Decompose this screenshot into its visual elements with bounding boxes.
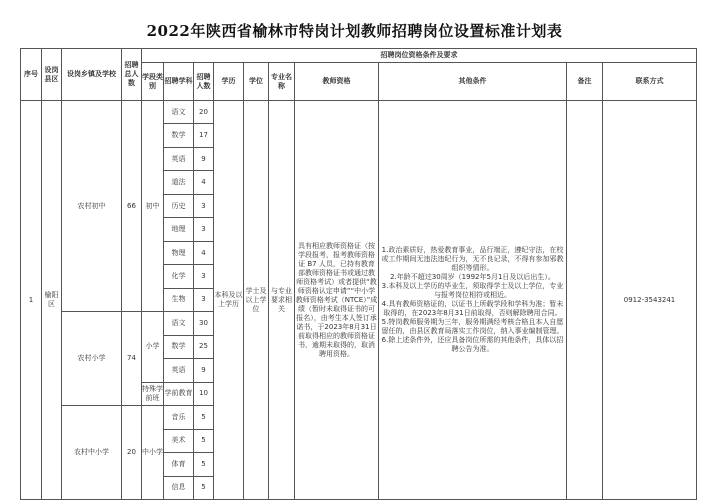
cell-major: 与专业要求相关 <box>269 101 295 500</box>
cell-stage: 初中 <box>142 101 164 312</box>
cell-count: 17 <box>194 124 214 147</box>
header-contact: 联系方式 <box>603 63 697 101</box>
cell-subject: 英语 <box>164 147 194 170</box>
header-group: 招聘岗位资格条件及要求 <box>142 49 697 63</box>
cell-stage: 特殊学前班 <box>142 382 164 405</box>
cell-school-name: 农村小学 <box>62 312 122 406</box>
page-title: 2022年陕西省榆林市特岗计划教师招聘岗位设置标准计划表 <box>146 22 563 40</box>
cell-count: 30 <box>194 312 214 335</box>
cell-seq: 1 <box>21 101 42 500</box>
cell-contact: 0912-3543241 <box>603 101 697 500</box>
cell-count: 5 <box>194 406 214 429</box>
cell-subject: 数学 <box>164 335 194 358</box>
cell-subject: 地理 <box>164 218 194 241</box>
cell-subject: 语文 <box>164 101 194 124</box>
cell-count: 3 <box>194 218 214 241</box>
cell-district: 榆阳区 <box>42 101 62 500</box>
cell-count: 25 <box>194 335 214 358</box>
cell-remark <box>567 101 603 500</box>
table-body <box>21 101 697 500</box>
cell-school-name: 农村中小学 <box>62 406 122 500</box>
recruitment-table <box>20 48 697 500</box>
header-stage: 学段类别 <box>142 63 164 101</box>
cell-count: 9 <box>194 359 214 382</box>
header-qualification: 教师资格 <box>295 63 379 101</box>
header-major: 专业名称 <box>269 63 295 101</box>
other-condition-item: 5.特岗教师服务期为三年，服务期满经考核合格且本人自愿留任的，由县区教育局落实工作岗位，纳入事业编制管理。 <box>381 318 564 335</box>
cell-count: 3 <box>194 288 214 311</box>
cell-subject: 英语 <box>164 359 194 382</box>
cell-count: 4 <box>194 241 214 264</box>
cell-subject: 历史 <box>164 194 194 217</box>
cell-other <box>379 101 567 500</box>
cell-subject: 生物 <box>164 288 194 311</box>
cell-subject: 化学 <box>164 265 194 288</box>
header-total: 招聘总人数 <box>122 49 142 101</box>
cell-school-total: 20 <box>122 406 142 500</box>
cell-subject: 学前教育 <box>164 382 194 405</box>
other-condition-item: 4.具有教师资格证的，以证书上所载学段和学科为准；暂未取得的，在2023年8月31日前取得，否则解除聘用合同。 <box>381 300 564 317</box>
cell-subject: 道法 <box>164 171 194 194</box>
cell-subject: 美术 <box>164 429 194 452</box>
cell-stage: 中小学 <box>142 406 164 500</box>
cell-subject: 音乐 <box>164 406 194 429</box>
header-education: 学历 <box>214 63 244 101</box>
cell-education: 本科及以上学历 <box>214 101 244 500</box>
cell-school-total: 66 <box>122 101 142 312</box>
other-condition-item: 6.除上述条件外，还应具备岗位所需的其他条件，具体以招聘公告为准。 <box>381 336 564 353</box>
cell-stage: 小学 <box>142 312 164 382</box>
header-subject: 招聘学科 <box>164 63 194 101</box>
cell-subject: 数学 <box>164 124 194 147</box>
header-district: 设岗县区 <box>42 49 62 101</box>
cell-count: 3 <box>194 265 214 288</box>
header-seq: 序号 <box>21 49 42 101</box>
cell-school-total: 74 <box>122 312 142 406</box>
other-condition-item: 1.政治素质好，热爱教育事业，品行端正，遵纪守法，在校或工作期间无违法违纪行为，无不良记录，不得有参加邪教组织等情形。 <box>381 246 564 272</box>
header-other: 其他条件 <box>379 63 567 101</box>
cell-subject: 物理 <box>164 241 194 264</box>
cell-count: 10 <box>194 382 214 405</box>
other-condition-item: 3.本科及以上学历的毕业生，须取得学士及以上学位，专业与报考岗位相符或相近。 <box>381 282 564 299</box>
cell-qualification: 具有相应教师资格证（按学段报考，报考教师资格证 B7 人员，已持有教育部教师资格证书或通过教师资格考试）或者提供“教师资格认定申请”“中小学教师资格考试（NTCE）”成绩（暂时未取得证书的可报名），由考生本人签订承诺书，于2023年8月31日前取得相应的教师资格证书，逾期未取得的，取消聘用资格。 <box>295 101 379 500</box>
cell-count: 9 <box>194 147 214 170</box>
other-condition-item: 2.年龄不超过30周岁（1992年5月1日及以后出生）。 <box>390 273 555 281</box>
cell-count: 5 <box>194 453 214 476</box>
table-row <box>21 101 697 124</box>
header-remark: 备注 <box>567 63 603 101</box>
cell-count: 4 <box>194 171 214 194</box>
cell-degree: 学士及以上学位 <box>244 101 269 500</box>
header-township: 设岗乡镇及学校 <box>62 49 122 101</box>
header-count: 招聘人数 <box>194 63 214 101</box>
cell-count: 5 <box>194 476 214 500</box>
cell-subject: 体育 <box>164 453 194 476</box>
cell-subject: 语文 <box>164 312 194 335</box>
cell-school-name: 农村初中 <box>62 101 122 312</box>
cell-subject: 信息 <box>164 476 194 500</box>
cell-count: 20 <box>194 101 214 124</box>
header-degree: 学位 <box>244 63 269 101</box>
cell-count: 3 <box>194 194 214 217</box>
cell-count: 5 <box>194 429 214 452</box>
